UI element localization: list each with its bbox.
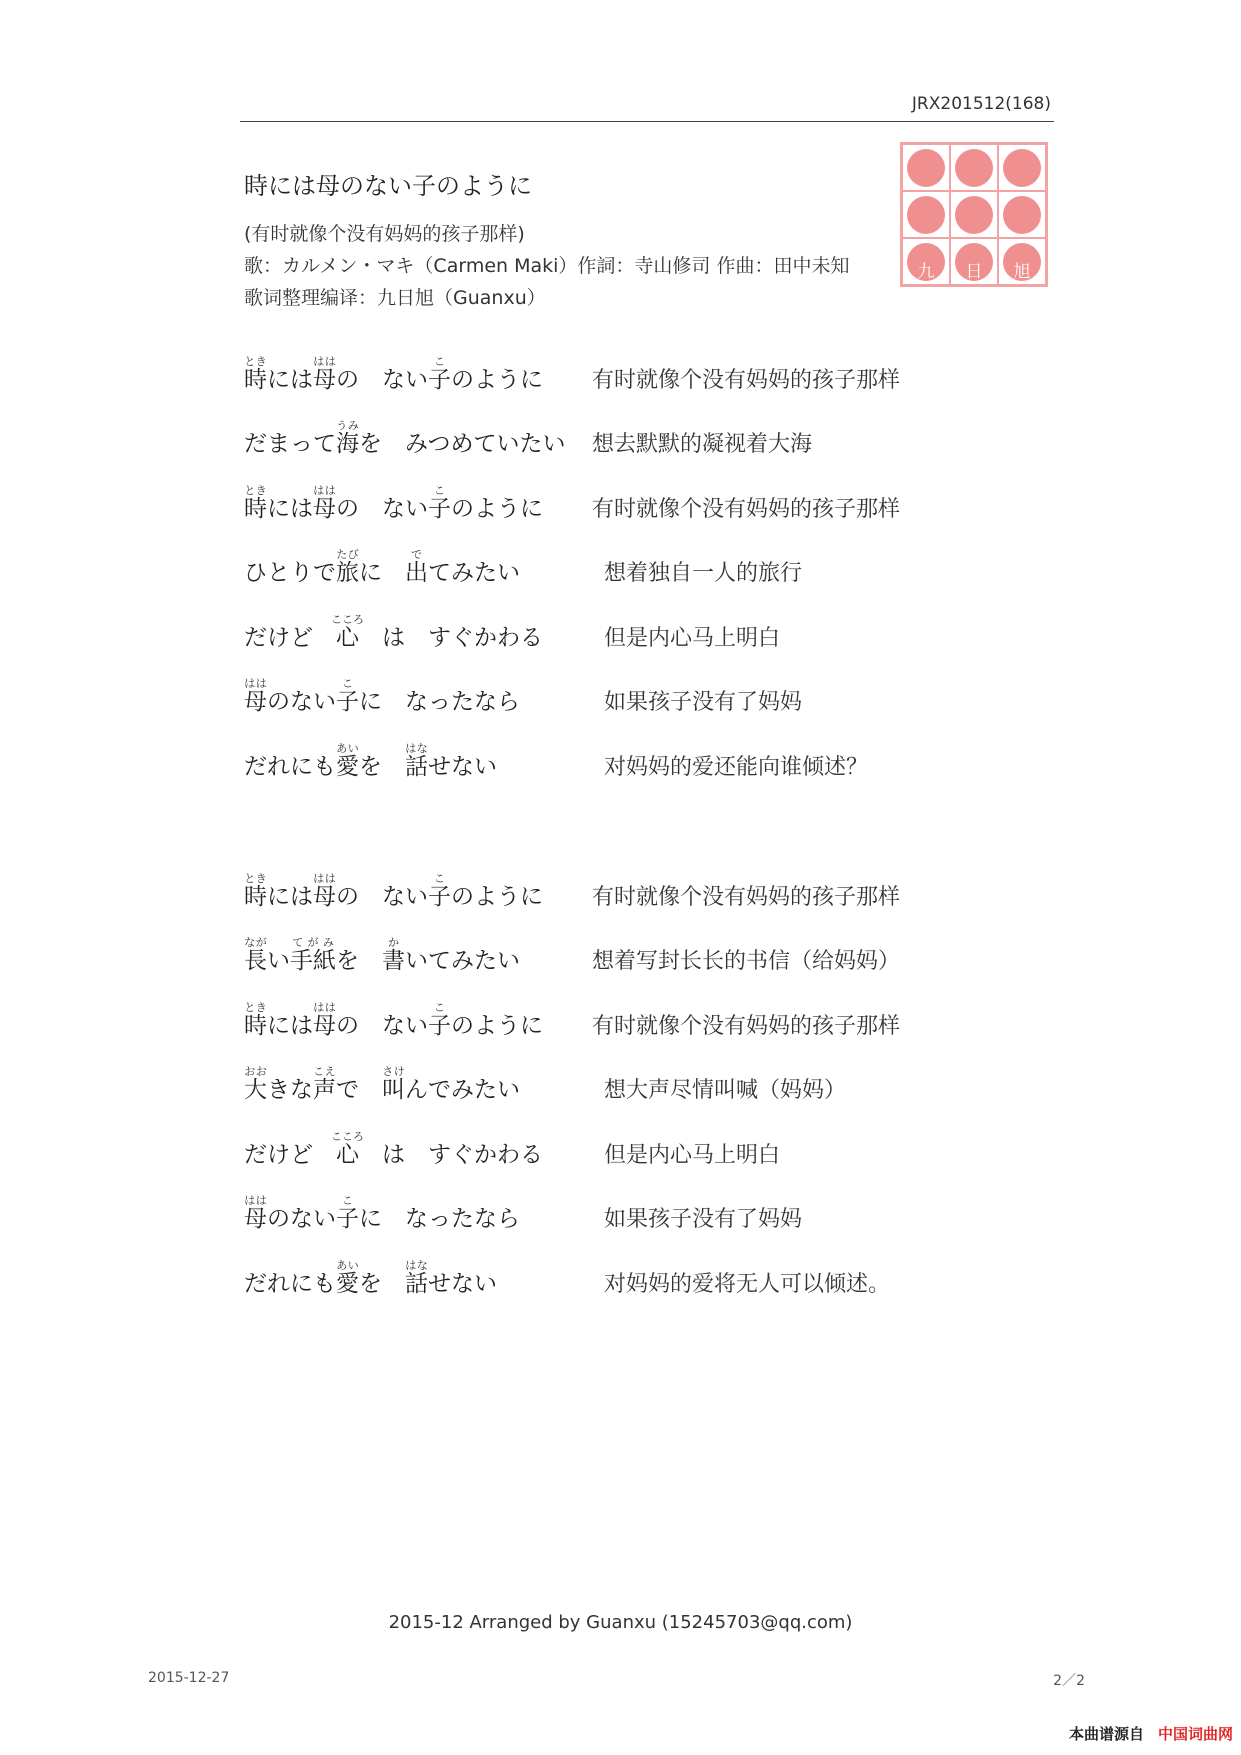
chinese-translation: 对妈妈的爱还能向谁倾述？ [604,754,869,780]
furigana-word: 母はは [313,354,336,393]
footer-date: 2015-12-27 [148,1670,230,1686]
japanese-lyric: 時ときには母ははの ない子このように [244,1000,543,1039]
furigana-word: 手紙てがみ [290,936,336,974]
japanese-lyric: 大おおきな声こえで 叫さけんでみたい [244,1065,520,1103]
furigana-word: 子こ [428,1000,451,1039]
lyric-line [244,726,1004,791]
lyric-line [244,1179,1004,1244]
furigana-word: 子こ [336,1194,359,1232]
furigana-word: 子こ [428,483,451,522]
furigana-word: 心こころ [331,1129,364,1168]
chinese-translation: 想着独自一人的旅行 [604,561,803,586]
japanese-lyric: 時ときには母ははの ない子このように [244,354,543,393]
furigana-word: 時とき [244,871,267,910]
japanese-lyric: 長ながい手紙てがみを 書かいてみたい [244,936,520,974]
furigana-word: 海うみ [336,419,359,457]
furigana-word: 母はは [313,871,336,910]
japanese-lyric: だけど 心こころ は すぐかわる [244,1129,543,1168]
chinese-translation: 想大声尽情叫喊（妈妈） [604,1078,847,1103]
verse-2 [244,856,1004,1308]
japanese-lyric: 母ははのない子こに なったなら [244,677,520,715]
lyric-line [244,1050,1004,1115]
lyric-line [244,1243,1004,1308]
japanese-lyric: だれにも愛あいを 話はなせない [244,741,497,780]
furigana-word: 愛あい [336,1258,359,1297]
furigana-word: 母はは [313,1000,336,1039]
logo-seal [900,142,1048,287]
furigana-word: 時とき [244,1000,267,1039]
logo-dot [907,149,945,187]
furigana-word: 時とき [244,483,267,522]
chinese-translation: 有时就像个没有妈妈的孩子那样 [592,496,901,522]
logo-char: 旭 [1013,262,1031,282]
furigana-word: 母はは [244,1194,267,1232]
lyric-line [244,1114,1004,1179]
song-subtitle: (有时就像个没有妈妈的孩子那样) [244,223,525,245]
doc-code: JRX201512(168) [911,94,1051,114]
song-credits: 歌：カルメン・マキ（Carmen Maki）作詞：寺山修司 作曲：田中未知 [244,255,850,277]
lyric-line [244,662,1004,727]
japanese-lyric: だまって海うみを みつめていたい [244,419,566,457]
lyric-line [244,468,1004,533]
japanese-lyric: 時ときには母ははの ない子このように [244,483,543,522]
chinese-translation: 但是内心马上明白 [604,1142,781,1168]
lyric-line [244,404,1004,469]
chinese-translation: 对妈妈的爱将无人可以倾述。 [604,1271,891,1297]
chinese-translation: 有时就像个没有妈妈的孩子那样 [592,1013,901,1039]
furigana-word: 旅たび [336,548,359,586]
furigana-word: 子こ [428,871,451,910]
logo-dot [955,196,993,234]
furigana-word: 時とき [244,354,267,393]
chinese-translation: 如果孩子没有了妈妈 [604,690,803,715]
lyric-line [244,339,1004,404]
source-label: 本曲谱源自 [1068,1725,1144,1743]
furigana-word: 声こえ [313,1065,336,1103]
source-site: 中国词曲网 [1157,1725,1233,1743]
furigana-word: 長なが [244,936,267,974]
chinese-translation: 但是内心马上明白 [604,625,781,651]
japanese-lyric: だけど 心こころ は すぐかわる [244,612,543,651]
furigana-word: 大おお [244,1065,267,1103]
furigana-word: 出で [405,548,428,586]
footer-credit: 2015-12 Arranged by Guanxu (15245703@qq.com) [388,1612,853,1633]
chinese-translation: 如果孩子没有了妈妈 [604,1207,803,1232]
logo-dot [955,149,993,187]
chinese-translation: 想去默默的凝视着大海 [592,432,813,457]
furigana-word: 愛あい [336,741,359,780]
furigana-word: 叫さけ [382,1065,405,1103]
header-rule [240,121,1054,122]
furigana-word: 話はな [405,741,428,780]
page-number: 2／2 [1053,1673,1085,1689]
source-watermark [1069,1723,1233,1744]
furigana-word: 話はな [405,1258,428,1297]
furigana-word: 書か [382,936,405,974]
lyric-line [244,856,1004,921]
furigana-word: 子こ [428,354,451,393]
logo-dot [1003,196,1041,234]
logo-char: 九 [917,262,935,282]
lyric-line [244,921,1004,986]
japanese-lyric: ひとりで旅たびに 出でてみたい [244,548,520,586]
japanese-lyric: 時ときには母ははの ない子このように [244,871,543,910]
japanese-lyric: だれにも愛あいを 話はなせない [244,1258,497,1297]
lyric-line [244,533,1004,598]
logo-dot [1003,149,1041,187]
verse-1 [244,339,1004,791]
furigana-word: 母はは [313,483,336,522]
song-arranger: 歌词整理编译：九日旭（Guanxu） [244,287,546,309]
furigana-word: 心こころ [331,612,364,651]
furigana-word: 母はは [244,677,267,715]
chinese-translation: 有时就像个没有妈妈的孩子那样 [592,367,901,393]
chinese-translation: 想着写封长长的书信（给妈妈） [592,949,901,974]
chinese-translation: 有时就像个没有妈妈的孩子那样 [592,884,901,910]
song-title: 時には母のない子のように [244,172,532,200]
furigana-word: 子こ [336,677,359,715]
lyric-line [244,985,1004,1050]
lyric-line [244,597,1004,662]
logo-dot [907,196,945,234]
logo-char: 日 [965,262,983,282]
japanese-lyric: 母ははのない子こに なったなら [244,1194,520,1232]
